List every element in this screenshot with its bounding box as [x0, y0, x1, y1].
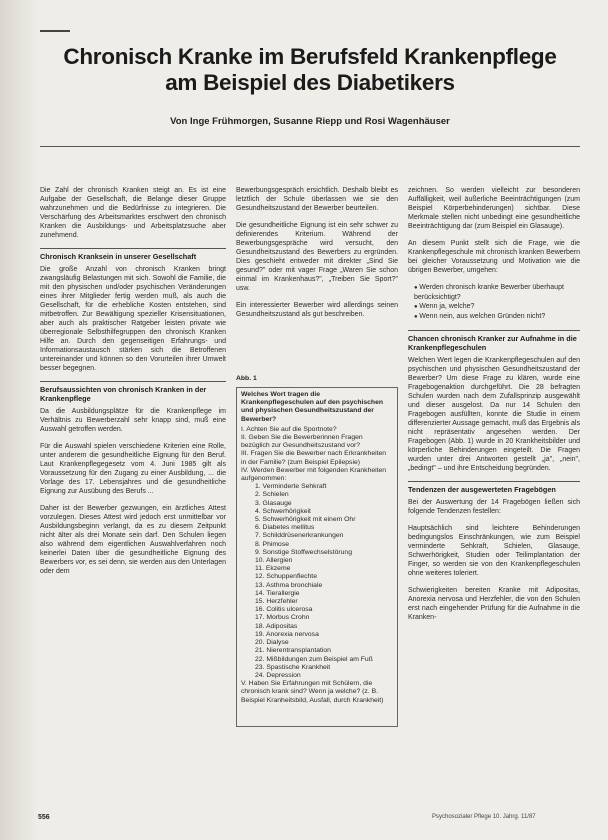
disease-item: 3. Glasauge	[255, 499, 292, 507]
column-3	[408, 186, 580, 630]
page-fold-shadow	[0, 0, 38, 840]
bullet-item: ● Wenn ja, welche?	[414, 302, 580, 312]
article-title	[40, 44, 580, 96]
disease-item: 21. Nierentransplantation	[255, 647, 331, 655]
paragraph: Hauptsächlich sind leichtere Behinderungen bedingungslos Einschränkungen, wie zum Beispiel verminderte Sehkraft, Schielen, Glasauge, Schwerhörigkeit, Studien oder Teilimplantation der Finger, so werden sie von den Krankenpflegeschulen ohne weiteres toleriert.	[408, 525, 580, 577]
disease-item: 24. Depression	[255, 671, 301, 679]
disease-item: 9. Sonstige Stoffwechselstörung	[255, 548, 352, 556]
section-heading-3: Chancen chronisch Kranker zur Aufnahme in die Krankenpflegeschulen	[408, 330, 580, 352]
paragraph: Für die Auswahl spielen verschiedene Kriterien eine Rolle, unter anderem die gesundheitliche Eignung für den Beruf. Laut Krankenpflegegesetz vom 4. Juni 1985 gilt als Voraussetzung für den Zugang zu einer Ausbildung, ... die Vorlage des 17. Lebensjahres und die gesundheitliche Eignung zur Ausübung des Berufs ...	[40, 443, 226, 495]
paragraph: Schwierigkeiten bereiten Kranke mit Adipositas, Anorexia nervosa und Herzfehler, die von den Schulen erst nach eingehender Prüfung für die Aufnahme in die Kranken-	[408, 587, 580, 621]
question-bullets	[408, 283, 580, 322]
paragraph: Bei der Auswertung der 14 Fragebögen ließen sich folgende Tendenzen festellen:	[408, 499, 580, 515]
disease-item: 18. Adipositas	[255, 622, 298, 630]
page-number: 556	[38, 814, 50, 821]
disease-item: 5. Schwerhörigkeit mit einem Ohr	[255, 516, 356, 524]
disease-item: 15. Herzfehler	[255, 598, 298, 606]
question-item-final: V. Haben Sie Erfahrungen mit Schülern, die chronisch krank sind? Wenn ja welche? (z. B. Beispiel Kranheitsbild, Ausfall, durch Krankheit)	[241, 680, 384, 704]
paragraph: Ein interessierter Bewerber wird allerdings seinen Gesundheitszustand als gut beschreiben.	[236, 302, 398, 318]
disease-item: 6. Diabetes mellitus	[255, 524, 315, 532]
disease-item: 23. Spastische Krankheit	[255, 663, 331, 671]
paragraph: Die gesundheitliche Eignung ist ein sehr schwer zu definierendes Kriterium. Während der Bewerbungsgespräche wird versucht, den Gesundheitszustand des Bewerbers zu ergründen. Dies geschieht entweder mit direkter „Sind Sie gesund?" oder mit vager Frage „Waren Sie schon einmal im Krankenhaus?", „Treiben Sie Sport?" usw.	[236, 222, 398, 292]
disease-item: 7. Schilddrüsenerkrankungen	[255, 532, 344, 540]
paragraph: Daher ist der Bewerber gezwungen, ein ärztliches Attest vorzulegen. Dieses Attest wird jedoch erst unmittelbar vor Ausbildungsbeginn verlangt, da es zu diesem Zeitpunkt nicht älter als drei Monate sein darf. Den Schulen liegen also während dem eigentlichen Auswahlverfahren noch keinerlei Daten über die gesundheitliche Eignung des Bewerbers vor, es sei denn, sie werden aus den Unterlagen oder dem	[40, 505, 226, 575]
question-item: I. Achten Sie auf die Sportnote?	[241, 425, 337, 433]
disease-item: 16. Colitis ulcerosa	[255, 606, 313, 614]
authors: Von Inge Frühmorgen, Susanne Riepp und Rosi Wagenhäuser	[170, 116, 450, 127]
intro-paragraph: Die Zahl der chronisch Kranken steigt an. Es ist eine Aufgabe der Gesellschaft, die Belange dieser Gruppe wahrzunehmen und die Bedürfnisse zu integrieren. Die Verschärfung des Arbeitsmarktes erschwert den chronisch Kranken die Ausbildungs- und Arbeitsplatzsuche aber zunehmend.	[40, 187, 226, 239]
journal-footer: Psychosozialer Pflege 10. Jahrg. 11/87	[432, 814, 536, 820]
paragraph: zeichnen. So werden vielleicht zur besonderen Auffälligkeit, weil äußerliche Beeinträchtigungen (zum Beispiel Körperbehinderungen) sichtbar. Diese Merkmale stellen nicht unbedingt eine gesundheitliche Beeinträchtigung dar (zum Beispiel ein Glasauge).	[408, 187, 580, 230]
disease-list	[241, 483, 393, 680]
disease-item: 10. Allergien	[255, 557, 293, 565]
paragraph: Da die Ausbildungsplätze für die Krankenpflege im Verhältnis zu Bewerberzahl sehr knapp sind, muß eine Auswahl getroffen werden.	[40, 408, 226, 433]
column-2	[236, 186, 398, 327]
disease-item: 17. Morbus Crohn	[255, 614, 310, 622]
disease-item: 2. Schielen	[255, 491, 289, 499]
question-item: IV. Werden Bewerber mit folgenden Krankheiten aufgenommen:	[241, 466, 387, 483]
bullet-item: ● Werden chronisch kranke Bewerber überhaupt berücksichtigt?	[414, 283, 580, 302]
disease-item: 22. Mißbildungen zum Beispiel am Fuß	[255, 655, 373, 663]
paragraph: Bewerbungsgespräch ersichtlich. Deshalb bleibt es letztlich der Schule überlassen wie sie den Gesundheitszustand der Bewerber beurteilen.	[236, 187, 398, 212]
questionnaire-box	[236, 387, 398, 727]
header-rule	[40, 146, 580, 147]
questionnaire-question: Welches Wort tragen die Krankenpflegeschulen auf den psychischen und physischen Gesundheitszustand der Bewerber?	[241, 391, 384, 423]
column-1	[40, 186, 226, 584]
title-line-2: am Beispiel des Diabetikers	[165, 70, 455, 95]
disease-item: 4. Schwerhörigkeit	[255, 507, 311, 515]
paragraph: Die große Anzahl von chronisch Kranken bringt zwangsläufig Belastungen mit sich. Sowohl die Familie, die mit den physischen und/oder psychischen Veränderungen eines ihrer Mitglieder fertig werden muß, als auch die Gesellschaft, für die erhebliche Kosten entstehen, sind mitbetroffen. Zur Bewältigung spezieller Krisensituationen, aber auch als praktischer Ratgeber leisten private wie überregionale Selbsthilfegruppen den chronisch Kranken Hilfe an. Durch den gegenseitigen Erfahrungs- und Informationsaustausch stärken sich die Betroffenen untereinander und können so den Vorurteilen ihrer Umwelt besser begegnen.	[40, 266, 226, 372]
disease-item: 8. Phimose	[255, 540, 290, 548]
paragraph: Welchen Wert legen die Krankenpflegeschulen auf den psychischen und physischen Gesundheitszustand der Bewerber? Um diese Frage zu klären, wurde eine Fragebogenaktion durchgeführt. Die 28 befragten Schulen wurden nach dem Zufallsprinzip ausgewählt und dieser ausgelost. Da nur 14 Schulen den Fragebogen ausfüllten, konnte die Studie in einem differenzierter Aussage gemacht, muß das Ergebnis als nicht repräsentativ angesehen werden. Der Fragebogen (Abb. 1) wurde in 20 Krankheitsbilder und körperliche Behinderungen eingeteilt. Die Fragen wurden unter drei Antworten gestellt „ja", „nein", „bedingt" – und ihre Entscheidung begründen.	[408, 357, 580, 472]
disease-item: 11. Ekzeme	[255, 565, 291, 573]
bullet-item: ● Wenn nein, aus welchen Gründen nicht?	[414, 312, 580, 322]
disease-item: 14. Tierallergie	[255, 589, 300, 597]
section-heading-4: Tendenzen der ausgewerteten Fragebögen	[408, 481, 580, 494]
figure-label: Abb. 1	[236, 375, 257, 382]
paragraph: An diesem Punkt stellt sich die Frage, wie die Krankenpflegeschule mit chronisch kranken Bewerbern bei gleicher Voraussetzung und Motivation wie die übrigen Bewerber, umgehen:	[408, 240, 580, 274]
disease-item: 20. Dialyse	[255, 639, 289, 647]
disease-item: 19. Anorexia nervosa	[255, 630, 319, 638]
question-item: II. Geben Sie die Bewerberinnen Fragen bezüglich zur Gesundheitszustand vor?	[241, 434, 363, 450]
question-item: III. Fragen Sie die Bewerber nach Erkrankheiten in der Familie? (zum Beispiel Epilepsie)	[241, 450, 387, 466]
section-heading-1: Chronisch Kranksein in unserer Gesellschaft	[40, 248, 226, 261]
corner-mark	[40, 30, 70, 32]
disease-item: 1. Verminderte Sehkraft	[255, 483, 327, 491]
disease-item: 12. Schuppenflechte	[255, 573, 317, 581]
section-heading-2: Berufsaussichten von chronisch Kranken in der Krankenpflege	[40, 381, 226, 403]
disease-item: 13. Asthma bronchiale	[255, 581, 323, 589]
title-line-1: Chronisch Kranke im Berufsfeld Krankenpflege	[63, 44, 557, 69]
